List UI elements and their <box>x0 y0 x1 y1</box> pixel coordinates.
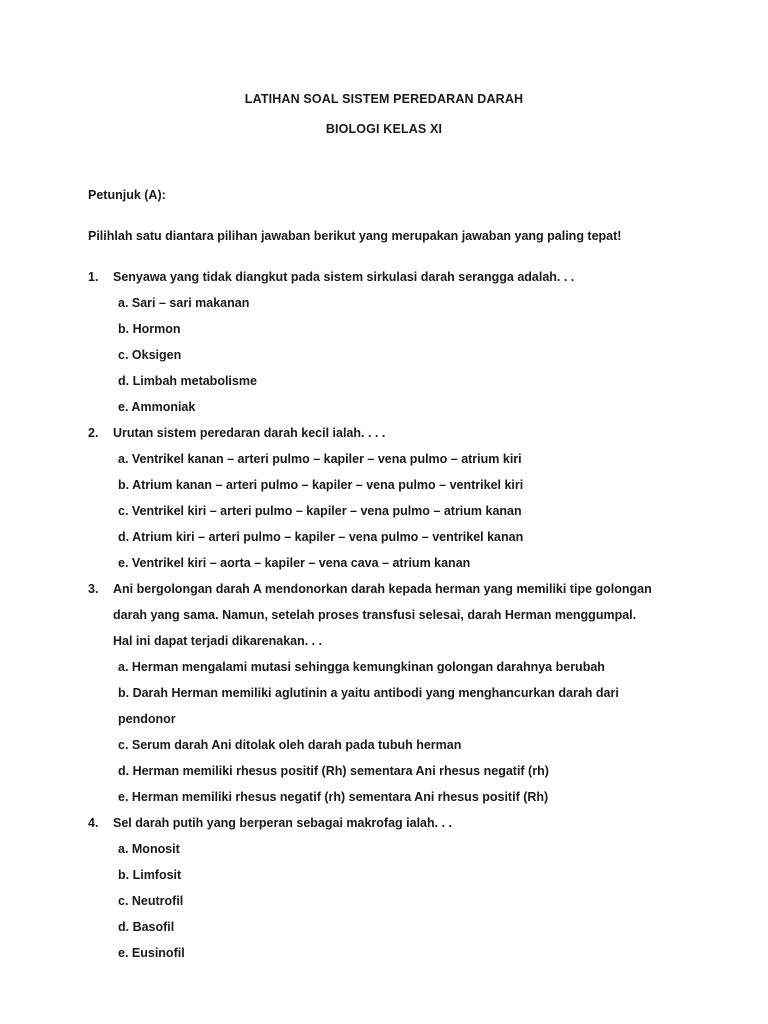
question-item <box>88 420 656 576</box>
answer-option[interactable]: b. Atrium kanan – arteri pulmo – kapiler – vena pulmo – ventrikel kiri <box>118 478 524 492</box>
answer-option[interactable]: c. Serum darah Ani ditolak oleh darah pada tubuh herman <box>118 738 462 752</box>
question-number: 4. <box>88 816 99 830</box>
question-list <box>0 264 768 966</box>
option-list <box>88 654 656 810</box>
answer-option[interactable]: e. Herman memiliki rhesus negatif (rh) sementara Ani rhesus positif (Rh) <box>118 790 549 804</box>
answer-option[interactable]: b. Hormon <box>118 322 181 336</box>
question-item <box>88 264 656 420</box>
answer-option[interactable]: c. Oksigen <box>118 348 182 362</box>
question-text: Ani bergolongan darah A mendonorkan darah kepada herman yang memiliki tipe golongan darah yang sama. Namun, setelah proses transfusi selesai, darah Herman menggumpal. Hal ini dapat terjadi dikarenakan. . . <box>113 582 652 648</box>
question-text: Sel darah putih yang berperan sebagai makrofag ialah. . . <box>113 816 452 830</box>
question-text: Urutan sistem peredaran darah kecil ialah. . . . <box>113 426 386 440</box>
document-title: LATIHAN SOAL SISTEM PEREDARAN DARAH <box>244 92 524 106</box>
option-list <box>88 836 656 966</box>
answer-option[interactable]: a. Ventrikel kanan – arteri pulmo – kapiler – vena pulmo – atrium kiri <box>118 452 522 466</box>
answer-option[interactable]: b. Darah Herman memiliki aglutinin a yaitu antibodi yang menghancurkan darah dari pendonor <box>118 686 619 726</box>
question-text: Senyawa yang tidak diangkut pada sistem sirkulasi darah serangga adalah. . . <box>113 270 575 284</box>
question-stem <box>88 420 656 446</box>
answer-option[interactable]: c. Ventrikel kiri – arteri pulmo – kapiler – vena pulmo – atrium kanan <box>118 504 522 518</box>
answer-option[interactable]: a. Monosit <box>118 842 180 856</box>
answer-option[interactable]: d. Basofil <box>118 920 175 934</box>
question-stem <box>88 810 656 836</box>
answer-option[interactable]: b. Limfosit <box>118 868 182 882</box>
instructions-text: Pilihlah satu diantara pilihan jawaban berikut yang merupakan jawaban yang paling tepat! <box>88 229 622 243</box>
option-list <box>88 446 656 576</box>
title-block <box>0 0 768 142</box>
option-list <box>88 290 656 420</box>
answer-option[interactable]: a. Herman mengalami mutasi sehingga kemungkinan golongan darahnya berubah <box>118 660 605 674</box>
answer-option[interactable]: d. Herman memiliki rhesus positif (Rh) sementara Ani rhesus negatif (rh) <box>118 764 549 778</box>
instructions-label: Petunjuk (A): <box>88 188 166 202</box>
question-number: 1. <box>88 270 99 284</box>
answer-option[interactable]: d. Limbah metabolisme <box>118 374 257 388</box>
instructions-block <box>0 182 768 249</box>
question-number: 3. <box>88 582 99 596</box>
answer-option[interactable]: e. Ventrikel kiri – aorta – kapiler – vena cava – atrium kanan <box>118 556 471 570</box>
answer-option[interactable]: d. Atrium kiri – arteri pulmo – kapiler – vena pulmo – ventrikel kanan <box>118 530 524 544</box>
question-number: 2. <box>88 426 99 440</box>
answer-option[interactable]: a. Sari – sari makanan <box>118 296 250 310</box>
question-item <box>88 810 656 966</box>
question-item <box>88 576 656 810</box>
answer-option[interactable]: e. Eusinofil <box>118 946 185 960</box>
answer-option[interactable]: e. Ammoniak <box>118 400 196 414</box>
question-stem <box>88 264 656 290</box>
document-subtitle: BIOLOGI KELAS XI <box>325 122 443 136</box>
answer-option[interactable]: c. Neutrofil <box>118 894 184 908</box>
question-stem <box>88 576 656 654</box>
